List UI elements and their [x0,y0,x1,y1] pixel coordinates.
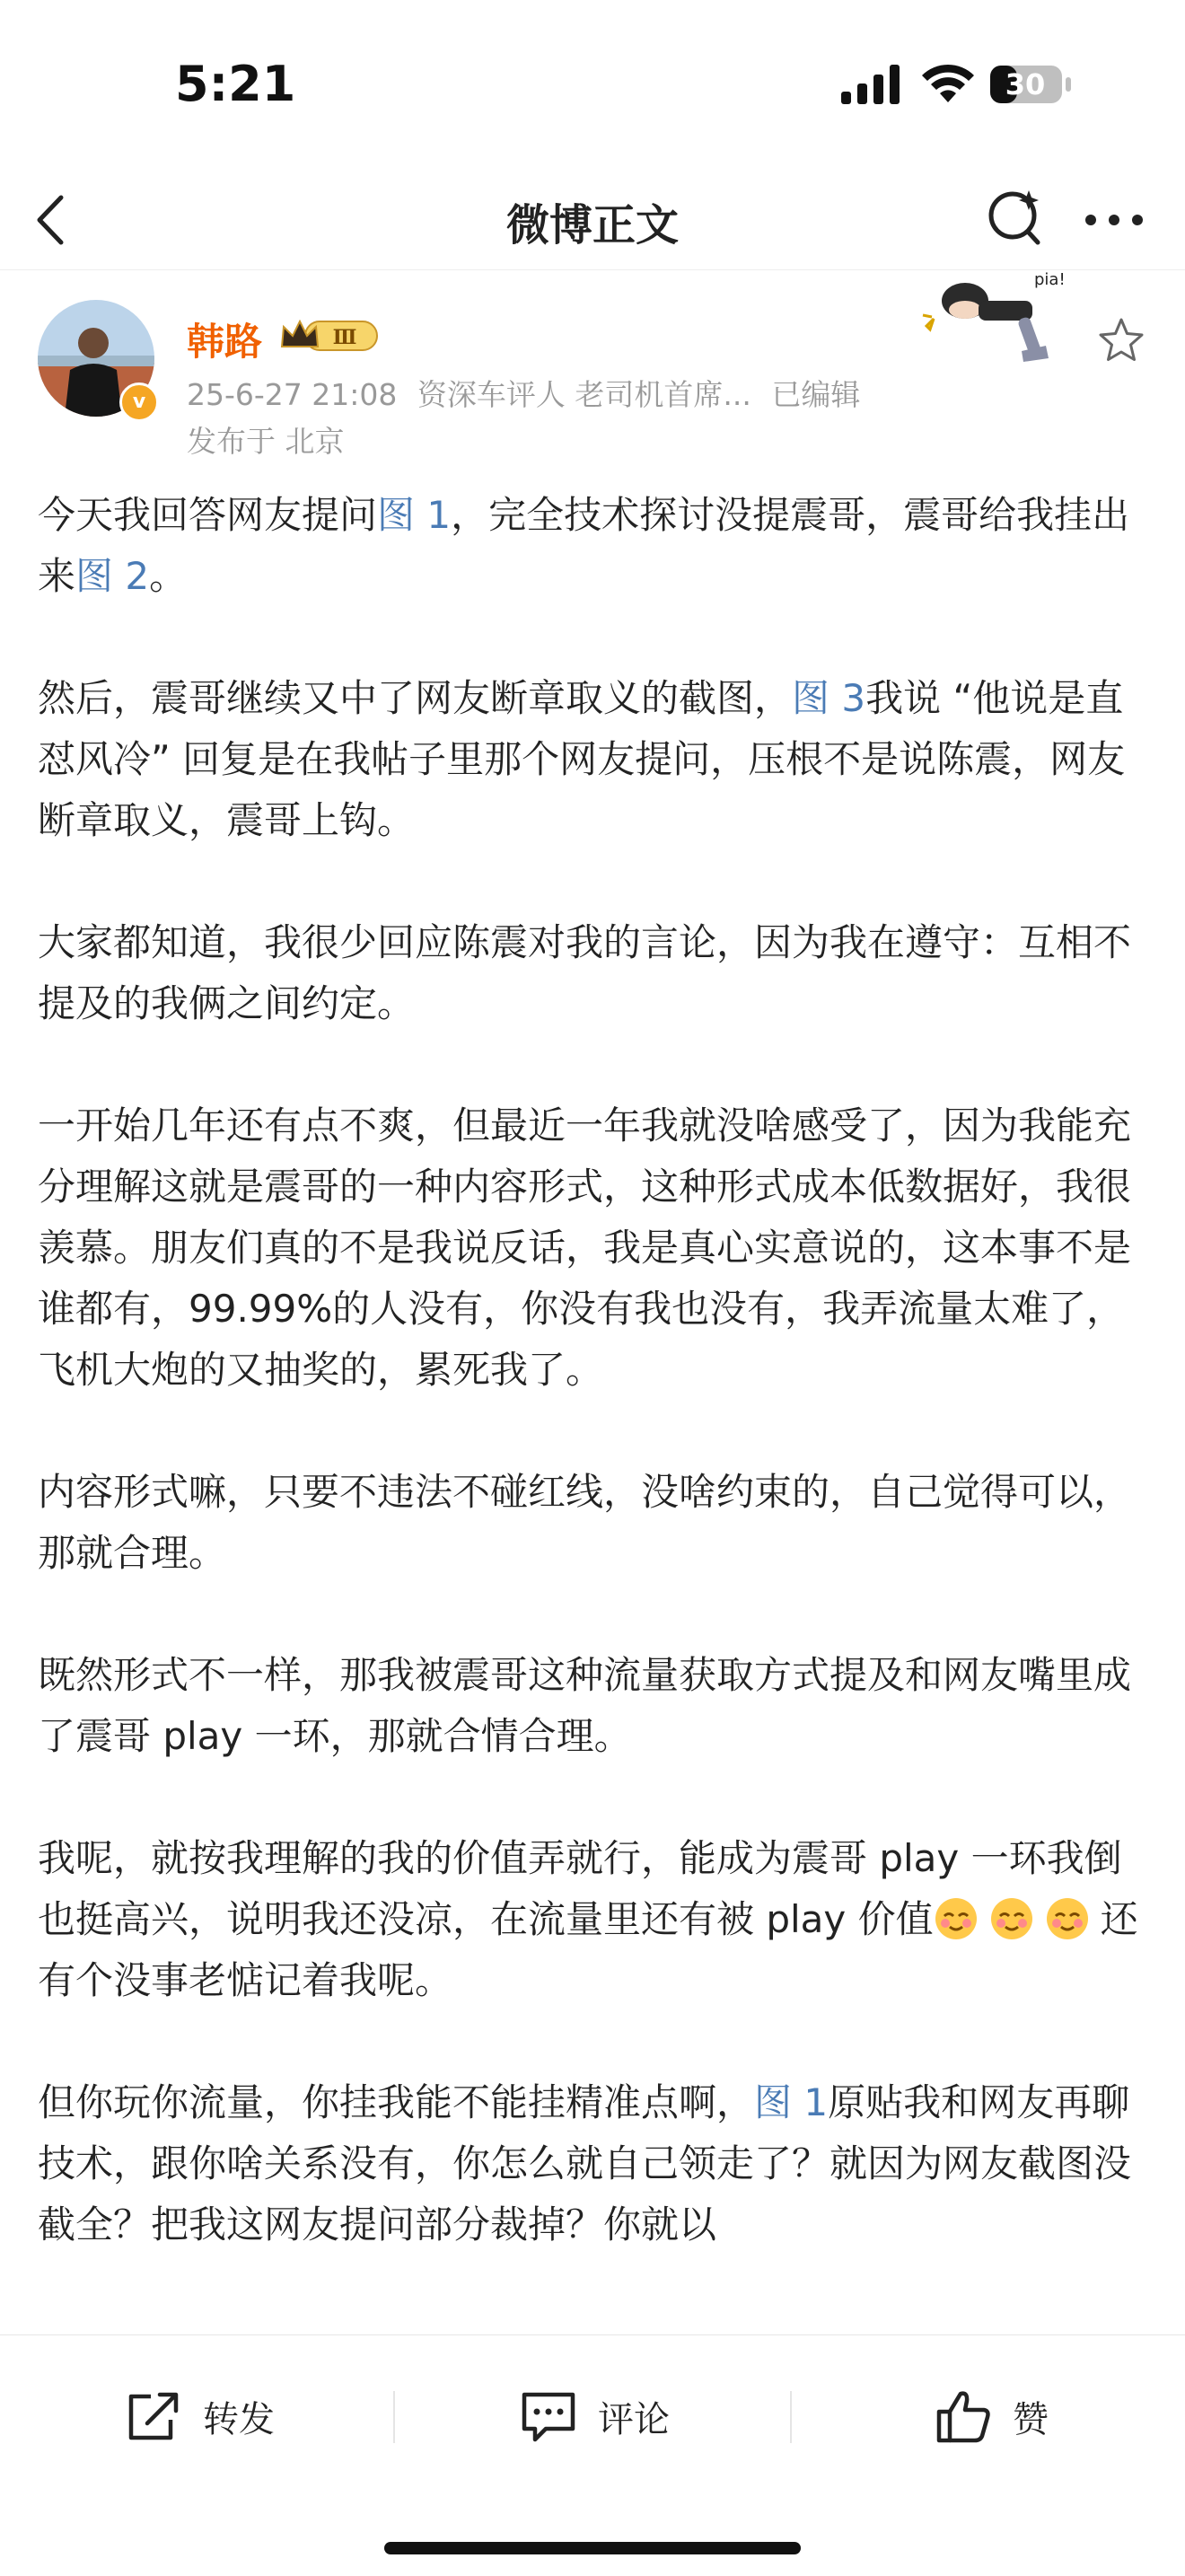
comment-label: 评论 [598,2398,670,2440]
post-paragraph-1 [38,485,1151,607]
image-link-1[interactable]: 图 1 [377,493,452,537]
repost-icon [124,2389,183,2443]
status-time: 5:21 [175,56,296,112]
post-paragraph-5: 内容形式嘛，只要不违法不碰红线，没啥约束的，自己觉得可以，那就合理。 [38,1470,1132,1575]
post-paragraph-7 [38,1828,1151,2011]
pia-sticker-icon [916,265,1077,373]
text-run: 原贴我和网友再聊技术，跟你啥关系没有，你怎么就自己领走了？就因为网友截图没截全？把我这网友提问部分裁掉？你就以 [38,2080,1132,2246]
post-paragraph-4: 一开始几年还有点不爽，但最近一年我就没啥感受了，因为我能充分理解这就是震哥的一种内容形式，这种形式成本低数据好，我很羡慕。朋友们真的不是我说反话，我是真心实意说的，这本事不是谁都有，99.99%的人没有，你没有我也没有，我弄流量太难了，飞机大炮的又抽奖的，累死我了。 [38,1103,1132,1392]
image-link-3[interactable]: 图 3 [792,676,866,720]
verified-badge-icon: v [119,382,159,422]
image-link-1-repeat[interactable]: 图 1 [754,2080,829,2124]
action-divider [790,2391,792,2443]
battery-level: 30 [1005,67,1046,101]
text-run: ，完全技术探讨没提震哥，震哥给我挂出来 [38,493,1130,598]
more-options-icon[interactable] [1082,198,1146,242]
post-paragraph-3: 大家都知道，我很少回应陈震对我的言论，因为我在遵守：互相不提及的我俩之间约定。 [38,920,1132,1025]
text-run: 今天我回答网友提问 [38,493,378,537]
status-bar [0,0,1185,171]
cellular-signal-icon [839,65,902,104]
top-nav-bar [0,171,1185,270]
vip-level-text: Ⅲ [332,326,357,349]
author-description: 资深车评人 老司机首席... [417,377,751,412]
bottom-action-bar [0,2334,1185,2576]
page-title: 微博正文 [505,200,679,251]
text-run: 然后，震哥继续又中了网友断章取义的截图， [38,676,793,720]
blush-emoji-icon [934,1896,979,1941]
image-link-2[interactable]: 图 2 [75,554,150,598]
thumbs-up-icon [934,2388,993,2444]
vip-crown-badge-icon[interactable] [278,316,382,356]
edited-label[interactable]: 已编辑 [771,377,861,412]
post-location: 发布于 北京 [187,424,345,459]
like-button[interactable] [934,2385,1049,2448]
author-name[interactable]: 韩路 [187,320,263,364]
sticker-text: pia! [1034,270,1066,289]
text-run: 但你玩你流量，你挂我能不能挂精准点啊， [38,2080,755,2124]
post-paragraph-8 [38,2072,1151,2255]
post-meta [187,372,871,414]
post-paragraph-2 [38,668,1151,851]
text-run: 我说 “他说是直怼风冷” 回复是在我帖子里那个网友提问，压根不是说陈震，网友断章取义，震哥上钩。 [38,676,1126,842]
blush-emoji-icon [1045,1896,1090,1941]
action-divider [393,2391,395,2443]
text-run: 还有个没事老惦记着我呢。 [38,1897,1138,2002]
search-icon[interactable] [982,181,1047,253]
home-indicator[interactable] [384,2542,801,2554]
blush-emoji-icon [989,1896,1034,1941]
like-label: 赞 [1013,2398,1049,2440]
battery-indicator [990,66,1073,103]
repost-button[interactable] [124,2385,275,2448]
comment-button[interactable] [519,2385,670,2448]
text-run: 。 [149,554,188,598]
wifi-icon [920,63,976,104]
comment-icon [519,2389,578,2443]
favorite-star-icon[interactable] [1097,316,1146,365]
repost-label: 转发 [203,2398,275,2440]
post-paragraph-6: 既然形式不一样，那我被震哥这种流量获取方式提及和网友嘴里成了震哥 play 一环，那就合情合理。 [38,1653,1132,1758]
post-timestamp: 25-6-27 21:08 [187,377,398,412]
post-content [38,485,1151,2334]
text-run: 我呢，就按我理解的我的价值弄就行，能成为震哥 play 一环我倒也挺高兴，说明我还没凉，在流量里还有被 play 价值 [38,1836,1122,1941]
